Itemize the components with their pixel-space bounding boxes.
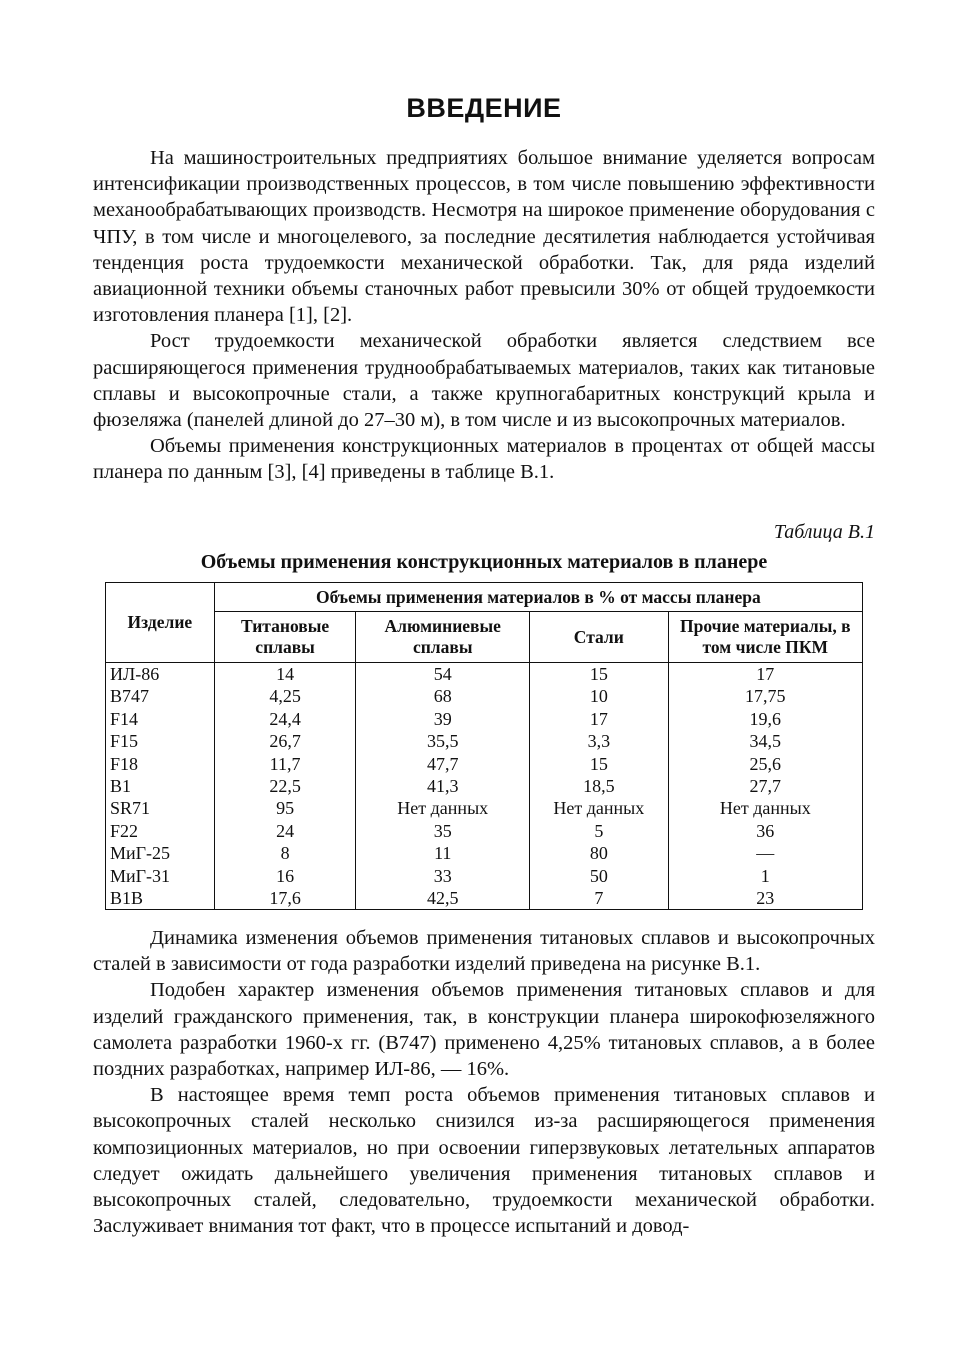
row-value: Нет данных xyxy=(668,797,862,819)
paragraph: Динамика изменения объемов применения титановых сплавов и высокопрочных сталей в зависимости от года разработки изделий приведена на рисунке В.1. xyxy=(93,927,875,976)
row-value: 54 xyxy=(356,663,530,686)
row-item-name: МиГ-25 xyxy=(106,842,215,864)
paragraph: На машиностроительных предприятиях большое внимание уделяется вопросам интенсификации производственных процессов, в том числе повышению эффективности механообрабатывающих производств. Несмотря на широкое применение оборудования с ЧПУ, в том числе и многоцелевого, за последние десятилетия наблюдается устойчивая тенденция роста трудоемкости механической обработки. Так, для ряда изделий авиационной техники объемы станочных работ превысили 30% от общей трудоемкости изготовления планера [1], [2]. xyxy=(93,147,875,327)
row-value: 34,5 xyxy=(668,730,862,752)
table-label: Таблица В.1 xyxy=(773,521,875,543)
closing-text xyxy=(93,925,875,1239)
paragraph: Рост трудоемкости механической обработки является следствием все расширяющегося применения труднообрабатываемых материалов, таких как титановые сплавы и высокопрочные стали, а также крупногабаритных конструкций крыла и фюзеляжа (панелей длиной до 27–30 м), в том числе и из высокопрочных материалов. xyxy=(93,330,875,432)
row-value: 16 xyxy=(214,865,356,887)
row-value: 17,6 xyxy=(214,887,356,910)
table-row xyxy=(106,820,863,842)
row-item-name: B1 xyxy=(106,775,215,797)
header-group: Объемы применения материалов в % от массы планера xyxy=(214,583,862,612)
page-title: ВВЕДЕНИЕ xyxy=(406,93,562,123)
row-value: 1 xyxy=(668,865,862,887)
row-value: — xyxy=(668,842,862,864)
row-item-name: B1B xyxy=(106,887,215,910)
row-value: 41,3 xyxy=(356,775,530,797)
row-item-name: МиГ-31 xyxy=(106,865,215,887)
row-value: 39 xyxy=(356,708,530,730)
row-value: 27,7 xyxy=(668,775,862,797)
row-value: 80 xyxy=(530,842,669,864)
row-value: 24 xyxy=(214,820,356,842)
table-row xyxy=(106,775,863,797)
row-value: 25,6 xyxy=(668,753,862,775)
header-col-titanium: Титановые сплавы xyxy=(214,612,356,663)
row-item-name: F14 xyxy=(106,708,215,730)
table-row xyxy=(106,730,863,752)
table-row xyxy=(106,865,863,887)
table-title: Объемы применения конструкционных материалов в планере xyxy=(200,551,768,573)
row-value: 35 xyxy=(356,820,530,842)
row-value: 17 xyxy=(530,708,669,730)
row-value: 19,6 xyxy=(668,708,862,730)
table-row xyxy=(106,663,863,686)
table-row xyxy=(106,842,863,864)
row-value: 68 xyxy=(356,685,530,707)
row-value: 50 xyxy=(530,865,669,887)
row-value: 22,5 xyxy=(214,775,356,797)
row-value: 36 xyxy=(668,820,862,842)
paragraph: Объемы применения конструкционных материалов в процентах от общей массы планера по данным [3], [4] приведены в таблице В.1. xyxy=(93,435,875,484)
table-row xyxy=(106,753,863,775)
row-value: Нет данных xyxy=(356,797,530,819)
materials-table xyxy=(105,582,863,910)
row-item-name: F18 xyxy=(106,753,215,775)
row-item-name: B747 xyxy=(106,685,215,707)
row-value: Нет данных xyxy=(530,797,669,819)
table-row xyxy=(106,887,863,910)
row-value: 5 xyxy=(530,820,669,842)
row-value: 35,5 xyxy=(356,730,530,752)
header-col-steel: Стали xyxy=(530,612,669,663)
row-value: 10 xyxy=(530,685,669,707)
row-value: 14 xyxy=(214,663,356,686)
row-value: 7 xyxy=(530,887,669,910)
row-value: 4,25 xyxy=(214,685,356,707)
row-value: 11,7 xyxy=(214,753,356,775)
header-col-aluminum: Алюминиевые сплавы xyxy=(356,612,530,663)
row-value: 17,75 xyxy=(668,685,862,707)
table-row xyxy=(106,685,863,707)
row-value: 24,4 xyxy=(214,708,356,730)
paragraph: В настоящее время темп роста объемов применения титановых сплавов и высокопрочных сталей несколько снизился из-за расширяющегося применения композиционных материалов, но при освоении гиперзвуковых летательных аппаратов следует ожидать дальнейшего увеличения применения титановых сплавов и высокопрочных сталей, следовательно, трудоемкости механической обработки. Заслуживает внимания тот факт, что в процессе испытаний и довод- xyxy=(93,1084,875,1238)
table-row xyxy=(106,797,863,819)
row-value: 18,5 xyxy=(530,775,669,797)
row-value: 42,5 xyxy=(356,887,530,910)
row-value: 95 xyxy=(214,797,356,819)
row-value: 33 xyxy=(356,865,530,887)
row-value: 17 xyxy=(668,663,862,686)
row-item-name: SR71 xyxy=(106,797,215,819)
paragraph: Подобен характер изменения объемов применения титановых сплавов и для изделий гражданского применения, так, в конструкции планера широкофюзеляжного самолета разработки 1960-х гг. (В747) применено 4,25% титановых сплавов, а в более поздних разработках, например ИЛ-86, — 16%. xyxy=(93,979,875,1081)
row-value: 15 xyxy=(530,753,669,775)
row-item-name: F15 xyxy=(106,730,215,752)
row-value: 11 xyxy=(356,842,530,864)
header-col-other: Прочие материалы, в том числе ПКМ xyxy=(668,612,862,663)
row-value: 15 xyxy=(530,663,669,686)
row-item-name: ИЛ-86 xyxy=(106,663,215,686)
row-value: 8 xyxy=(214,842,356,864)
row-item-name: F22 xyxy=(106,820,215,842)
header-item: Изделие xyxy=(106,583,215,663)
intro-text xyxy=(93,145,875,486)
row-value: 3,3 xyxy=(530,730,669,752)
row-value: 47,7 xyxy=(356,753,530,775)
table-row xyxy=(106,708,863,730)
row-value: 26,7 xyxy=(214,730,356,752)
row-value: 23 xyxy=(668,887,862,910)
